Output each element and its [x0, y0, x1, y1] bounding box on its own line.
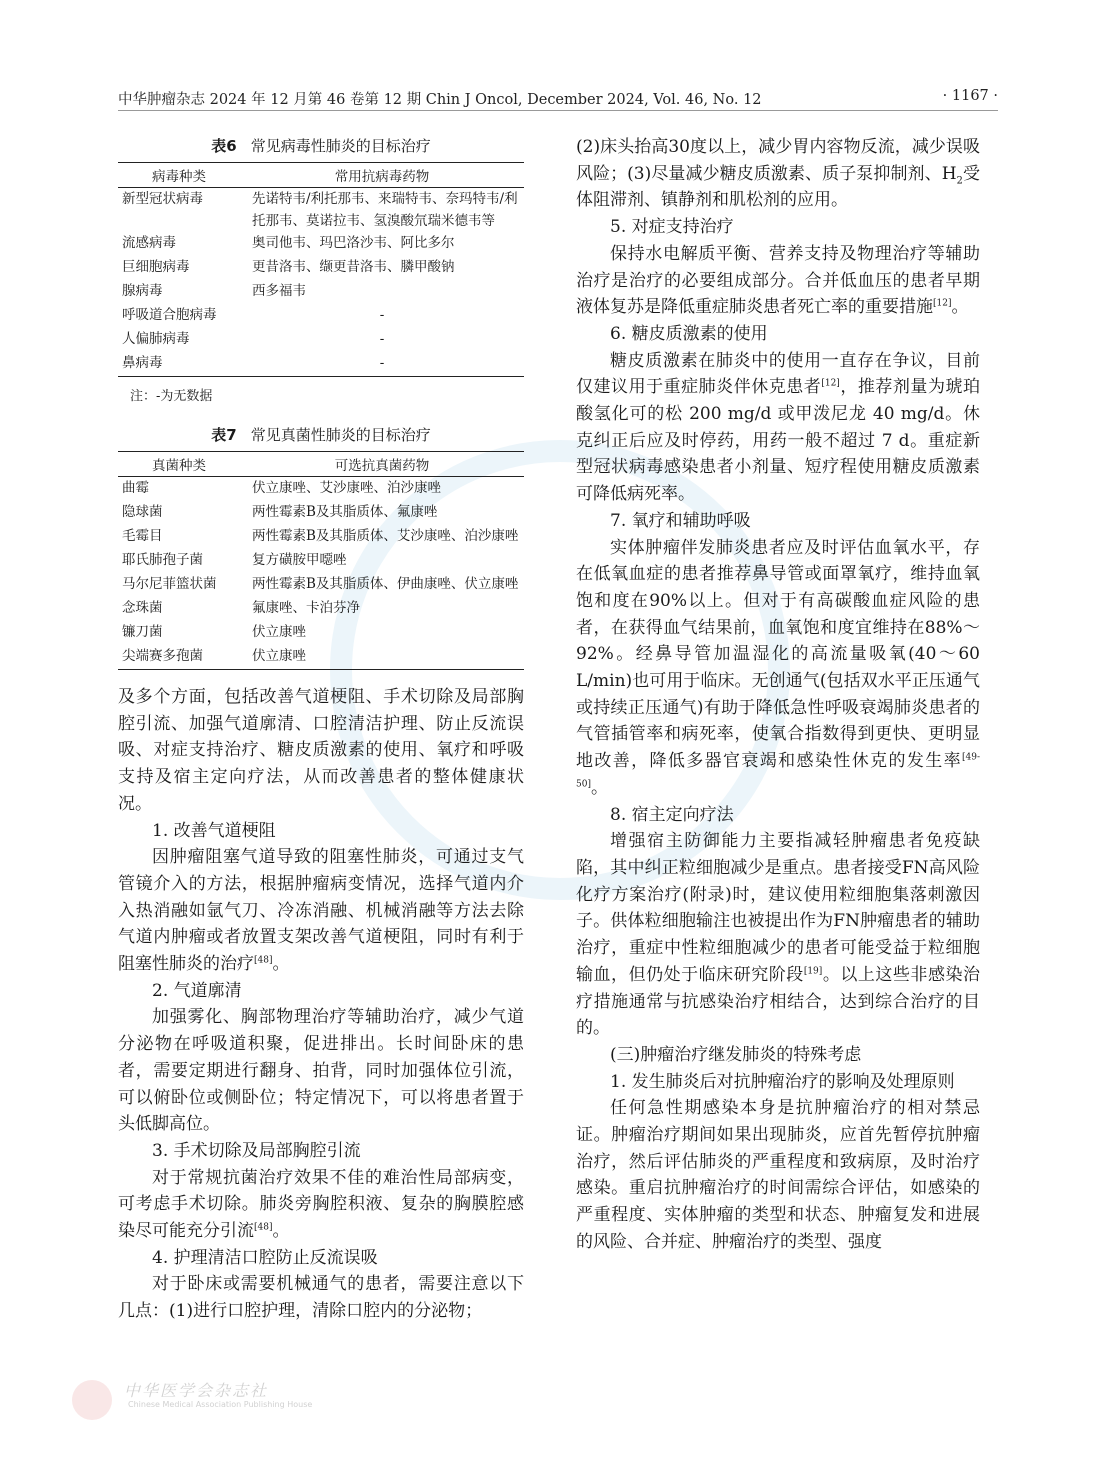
- paragraph: [576, 134, 980, 214]
- section-heading: 1. 改善气道梗阻: [152, 820, 276, 841]
- paragraph-text: 增强宿主防御能力主要指减轻肿瘤患者免疫缺陷，其中纠正粒细胞减少是重点。患者接受FN高风险化疗方案治疗(附录)时，建议使用粒细胞集落刺激因子。供体粒细胞输注也被提出作为FN肿瘤患者的辅助治疗，重症中性粒细胞减少的患者可能受益于粒细胞输血，但仍处于临床研究阶段: [576, 831, 980, 985]
- paragraph: 及多个方面，包括改善气道梗阻、手术切除及局部胸腔引流、加强气道廓清、口腔清洁护理、防止反流误吸、对症支持治疗、糖皮质激素的使用、氧疗和呼吸支持及宿主定向疗法，从而改善患者的整体健康状况。: [118, 687, 524, 814]
- table-cell: 两性霉素B及其脂质体、艾沙康唑、泊沙康唑: [252, 528, 519, 544]
- table-row: [118, 477, 524, 502]
- running-header: [118, 86, 998, 111]
- table-cell: 西多福韦: [252, 283, 306, 299]
- table-cell: 伏立康唑: [240, 645, 524, 670]
- table-cell: 马尔尼菲篮状菌: [122, 576, 217, 592]
- section-heading: 6. 糖皮质激素的使用: [610, 323, 768, 344]
- table-cell: -: [240, 352, 524, 377]
- table-cell: 更昔洛韦、缬更昔洛韦、膦甲酸钠: [252, 259, 455, 275]
- table-row: [118, 304, 524, 328]
- paragraph: 任何急性期感染本身是抗肿瘤治疗的相对禁忌证。肿瘤治疗期间如果出现肺炎，应首先暂停抗肿瘤治疗，然后评估肺炎的严重程度和致病原，及时治疗感染。重启抗肿瘤治疗的时间需综合评估，如感染的严重程度、实体肿瘤的类型和状态、肿瘤复发和进展的风险、合并症、肿瘤治疗的类型、强度: [576, 1098, 980, 1252]
- publisher-logo-icon: [72, 1380, 112, 1420]
- table6-label: 表6: [211, 137, 237, 155]
- section-heading: 5. 对症支持治疗: [610, 217, 734, 238]
- section-heading: 8. 宿主定向疗法: [610, 804, 734, 825]
- paragraph: 加强雾化、胸部物理治疗等辅助治疗，减少气道分泌物在呼吸道积聚，促进排出。长时间卧床的患者，需要定期进行翻身、拍背，同时加强体位引流，可以俯卧位或侧卧位；特定情况下，可以将患者置于头低脚高位。: [118, 1007, 524, 1135]
- table7-caption: [118, 423, 524, 447]
- section-heading: 4. 护理清洁口腔防止反流误吸: [152, 1247, 378, 1268]
- table6-title: 常见病毒性肺炎的目标治疗: [250, 137, 431, 155]
- table6-note: 注：-为无数据: [130, 389, 213, 404]
- table-cell: 先诺特韦/利托那韦、来瑞特韦、奈玛特韦/利托那韦、莫诺拉韦、氢溴酸氘瑞米德韦等: [252, 191, 518, 229]
- table-cell: 人偏肺病毒: [122, 331, 190, 347]
- table-cell: 呼吸道合胞病毒: [122, 307, 217, 323]
- paragraph: 对于常规抗菌治疗效果不佳的难治性局部病变，可考虑手术切除。肺炎旁胸腔积液、复杂的胸膜腔感染尽可能充分引流[48]。: [118, 1167, 524, 1242]
- table6-caption: [118, 134, 524, 158]
- citation: [49-50]: [576, 752, 980, 790]
- table-cell: 伏立康唑: [252, 624, 306, 640]
- table-cell: 氟康唑、卡泊芬净: [252, 600, 360, 616]
- table-cell: 腺病毒: [122, 283, 163, 299]
- citation: [12]: [933, 298, 952, 309]
- citation: [48]: [254, 1222, 273, 1233]
- table-row: [118, 188, 524, 233]
- page-number: · 1167 ·: [942, 88, 998, 104]
- table-row: [118, 621, 524, 645]
- journal-citation: 中华肿瘤杂志 2024 年 12 月第 46 卷第 12 期 Chin J Oncol, December 2024, Vol. 46, No. 12: [118, 92, 762, 108]
- paragraph: [576, 348, 980, 508]
- paragraph-text: 糖皮质激素在肺炎中的使用一直存在争议，目前仅建议用于重症肺炎伴休克患者: [576, 350, 980, 398]
- table-cell: 鼻病毒: [118, 352, 240, 377]
- table-row: [118, 501, 524, 525]
- table6-header-col2: 常用抗病毒药物: [240, 163, 524, 188]
- table-row: [118, 573, 524, 597]
- table-cell: 巨细胞病毒: [122, 259, 190, 275]
- table7-header-col1: 真菌种类: [118, 452, 240, 477]
- section-heading: 2. 气道廓清: [152, 980, 242, 1001]
- table-cell: 复方磺胺甲噁唑: [252, 552, 347, 568]
- table-cell: 镰刀菌: [122, 624, 163, 640]
- subscript: 2: [956, 175, 963, 187]
- table-row: [118, 597, 524, 621]
- table7-title: 常见真菌性肺炎的目标治疗: [250, 426, 431, 444]
- table-cell: 曲霉: [122, 480, 149, 496]
- paragraph: 保持水电解质平衡、营养支持及物理治疗等辅助治疗是治疗的必要组成部分。合并低血压的患者早期液体复苏是降低重症肺炎患者死亡率的重要措施[12]。: [576, 243, 980, 318]
- table-row: [118, 525, 524, 549]
- publisher-watermark-en: Chinese Medical Association Publishing House: [128, 1400, 313, 1409]
- left-column: [118, 134, 524, 1325]
- citation: [19]: [803, 966, 823, 977]
- table-cell: 两性霉素B及其脂质体、氟康唑: [252, 504, 438, 520]
- citation: [12]: [821, 378, 840, 389]
- paragraph-text: 对于常规抗菌治疗效果不佳的难治性局部病变，可考虑手术切除。肺炎旁胸腔积液、复杂的胸膜腔感染尽可能充分引流: [118, 1167, 524, 1242]
- paragraph-text: 因肿瘤阻塞气道导致的阻塞性肺炎，可通过支气管镜介入的方法，根据肿瘤病变情况，选择气道内介入热消融如氩气刀、冷冻消融、机械消融等方法去除气道内肿瘤或者放置支架改善气道梗阻，同时有利于阻塞性肺炎的治疗: [118, 847, 524, 975]
- table-row: [118, 280, 524, 304]
- table7: [118, 451, 524, 670]
- paragraph-text: 保持水电解质平衡、营养支持及物理治疗等辅助治疗是治疗的必要组成部分。合并低血压的患者早期液体复苏是降低重症肺炎患者死亡率的重要措施: [576, 243, 980, 318]
- table-row: [118, 328, 524, 352]
- table-cell: 奥司他韦、玛巴洛沙韦、阿比多尔: [252, 235, 455, 251]
- table-cell: 隐球菌: [122, 504, 163, 520]
- citation: [48]: [254, 955, 273, 966]
- table-cell: 耶氏肺孢子菌: [122, 552, 203, 568]
- table6-header-col1: 病毒种类: [118, 163, 240, 188]
- table-row: [118, 352, 524, 377]
- table-cell: 新型冠状病毒: [122, 191, 203, 207]
- publisher-watermark: 中华医学会杂志社: [124, 1381, 269, 1400]
- paragraph-text: 。以上这些非感染治疗措施通常与抗感染治疗相结合，达到综合治疗的目的。: [576, 964, 981, 1039]
- table-cell: -: [379, 307, 385, 323]
- paragraph-text: 受体阻滞剂、镇静剂和肌松剂的应用。: [576, 163, 981, 211]
- paragraph: 对于卧床或需要机械通气的患者，需要注意以下几点：(1)进行口腔护理，清除口腔内的分泌物；: [118, 1274, 524, 1322]
- table-cell: 毛霉目: [122, 528, 163, 544]
- table-cell: 两性霉素B及其脂质体、伊曲康唑、伏立康唑: [252, 576, 519, 592]
- table7-label: 表7: [211, 426, 237, 444]
- table-cell: -: [379, 331, 385, 347]
- table6: [118, 162, 524, 377]
- paragraph-text: 实体肿瘤伴发肺炎患者应及时评估血氧水平，存在低氧血症的患者推荐鼻导管或面罩氧疗，维持血氧饱和度在90%以上。但对于有高碳酸血症风险的患者，在获得血气结果前，血氧饱和度宜维持在88%～92%。经鼻导管加温湿化的高流量吸氧(40～60 L/min)也可用于临床。无创通气(包括双水平正压通气或持续正压通气)有助于降低急性呼吸衰竭肺炎患者的气管插管率和病死率，使氧合指数得到更快、更明显地改善，降低多器官衰竭和感染性休克的发生率: [576, 537, 980, 772]
- left-body-text: [118, 684, 524, 1325]
- section-heading: 3. 手术切除及局部胸腔引流: [152, 1140, 361, 1161]
- table7-header-col2: 可选抗真菌药物: [240, 452, 524, 477]
- paragraph: [576, 828, 980, 1042]
- paragraph: 实体肿瘤伴发肺炎患者应及时评估血氧水平，存在低氧血症的患者推荐鼻导管或面罩氧疗，维持血氧饱和度在90%以上。但对于有高碳酸血症风险的患者，在获得血气结果前，血氧饱和度宜维持在88%～92%。经鼻导管加温湿化的高流量吸氧(40～60 L/min)也可用于临床。无创通气(包括双水平正压通气或持续正压通气)有助于降低急性呼吸衰竭肺炎患者的气管插管率和病死率，使氧合指数得到更快、更明显地改善，降低多器官衰竭和感染性休克的发生率[49-50]。: [576, 537, 980, 798]
- section-heading: 1. 发生肺炎后对抗肿瘤治疗的影响及处理原则: [610, 1071, 955, 1092]
- table-row: [118, 645, 524, 670]
- table-row: [118, 549, 524, 573]
- section-heading: (三)肿瘤治疗继发肺炎的特殊考虑: [610, 1044, 862, 1065]
- paragraph-text: ，推荐剂量为琥珀酸氢化可的松 200 mg/d 或甲泼尼龙 40 mg/d。休克纠正后应及时停药，用药一般不超过 7 d。重症新型冠状病毒感染患者小剂量、短疗程使用糖皮质激素可降低病死率。: [576, 377, 980, 505]
- paragraph-text: (2)床头抬高30度以上，减少胃内容物反流，减少误吸风险；(3)尽量减少糖皮质激素、质子泵抑制剂、H: [576, 137, 980, 184]
- table-cell: 伏立康唑、艾沙康唑、泊沙康唑: [252, 480, 441, 496]
- table-cell: 念珠菌: [122, 600, 163, 616]
- section-heading: 7. 氧疗和辅助呼吸: [610, 510, 751, 531]
- table-row: [118, 256, 524, 280]
- table-cell: 尖端赛多孢菌: [118, 645, 240, 670]
- paragraph: 因肿瘤阻塞气道导致的阻塞性肺炎，可通过支气管镜介入的方法，根据肿瘤病变情况，选择气道内介入热消融如氩气刀、冷冻消融、机械消融等方法去除气道内肿瘤或者放置支架改善气道梗阻，同时有利于阻塞性肺炎的治疗[48]。: [118, 847, 524, 975]
- table-cell: 流感病毒: [122, 235, 176, 251]
- table-row: [118, 232, 524, 256]
- right-column: [576, 134, 980, 1256]
